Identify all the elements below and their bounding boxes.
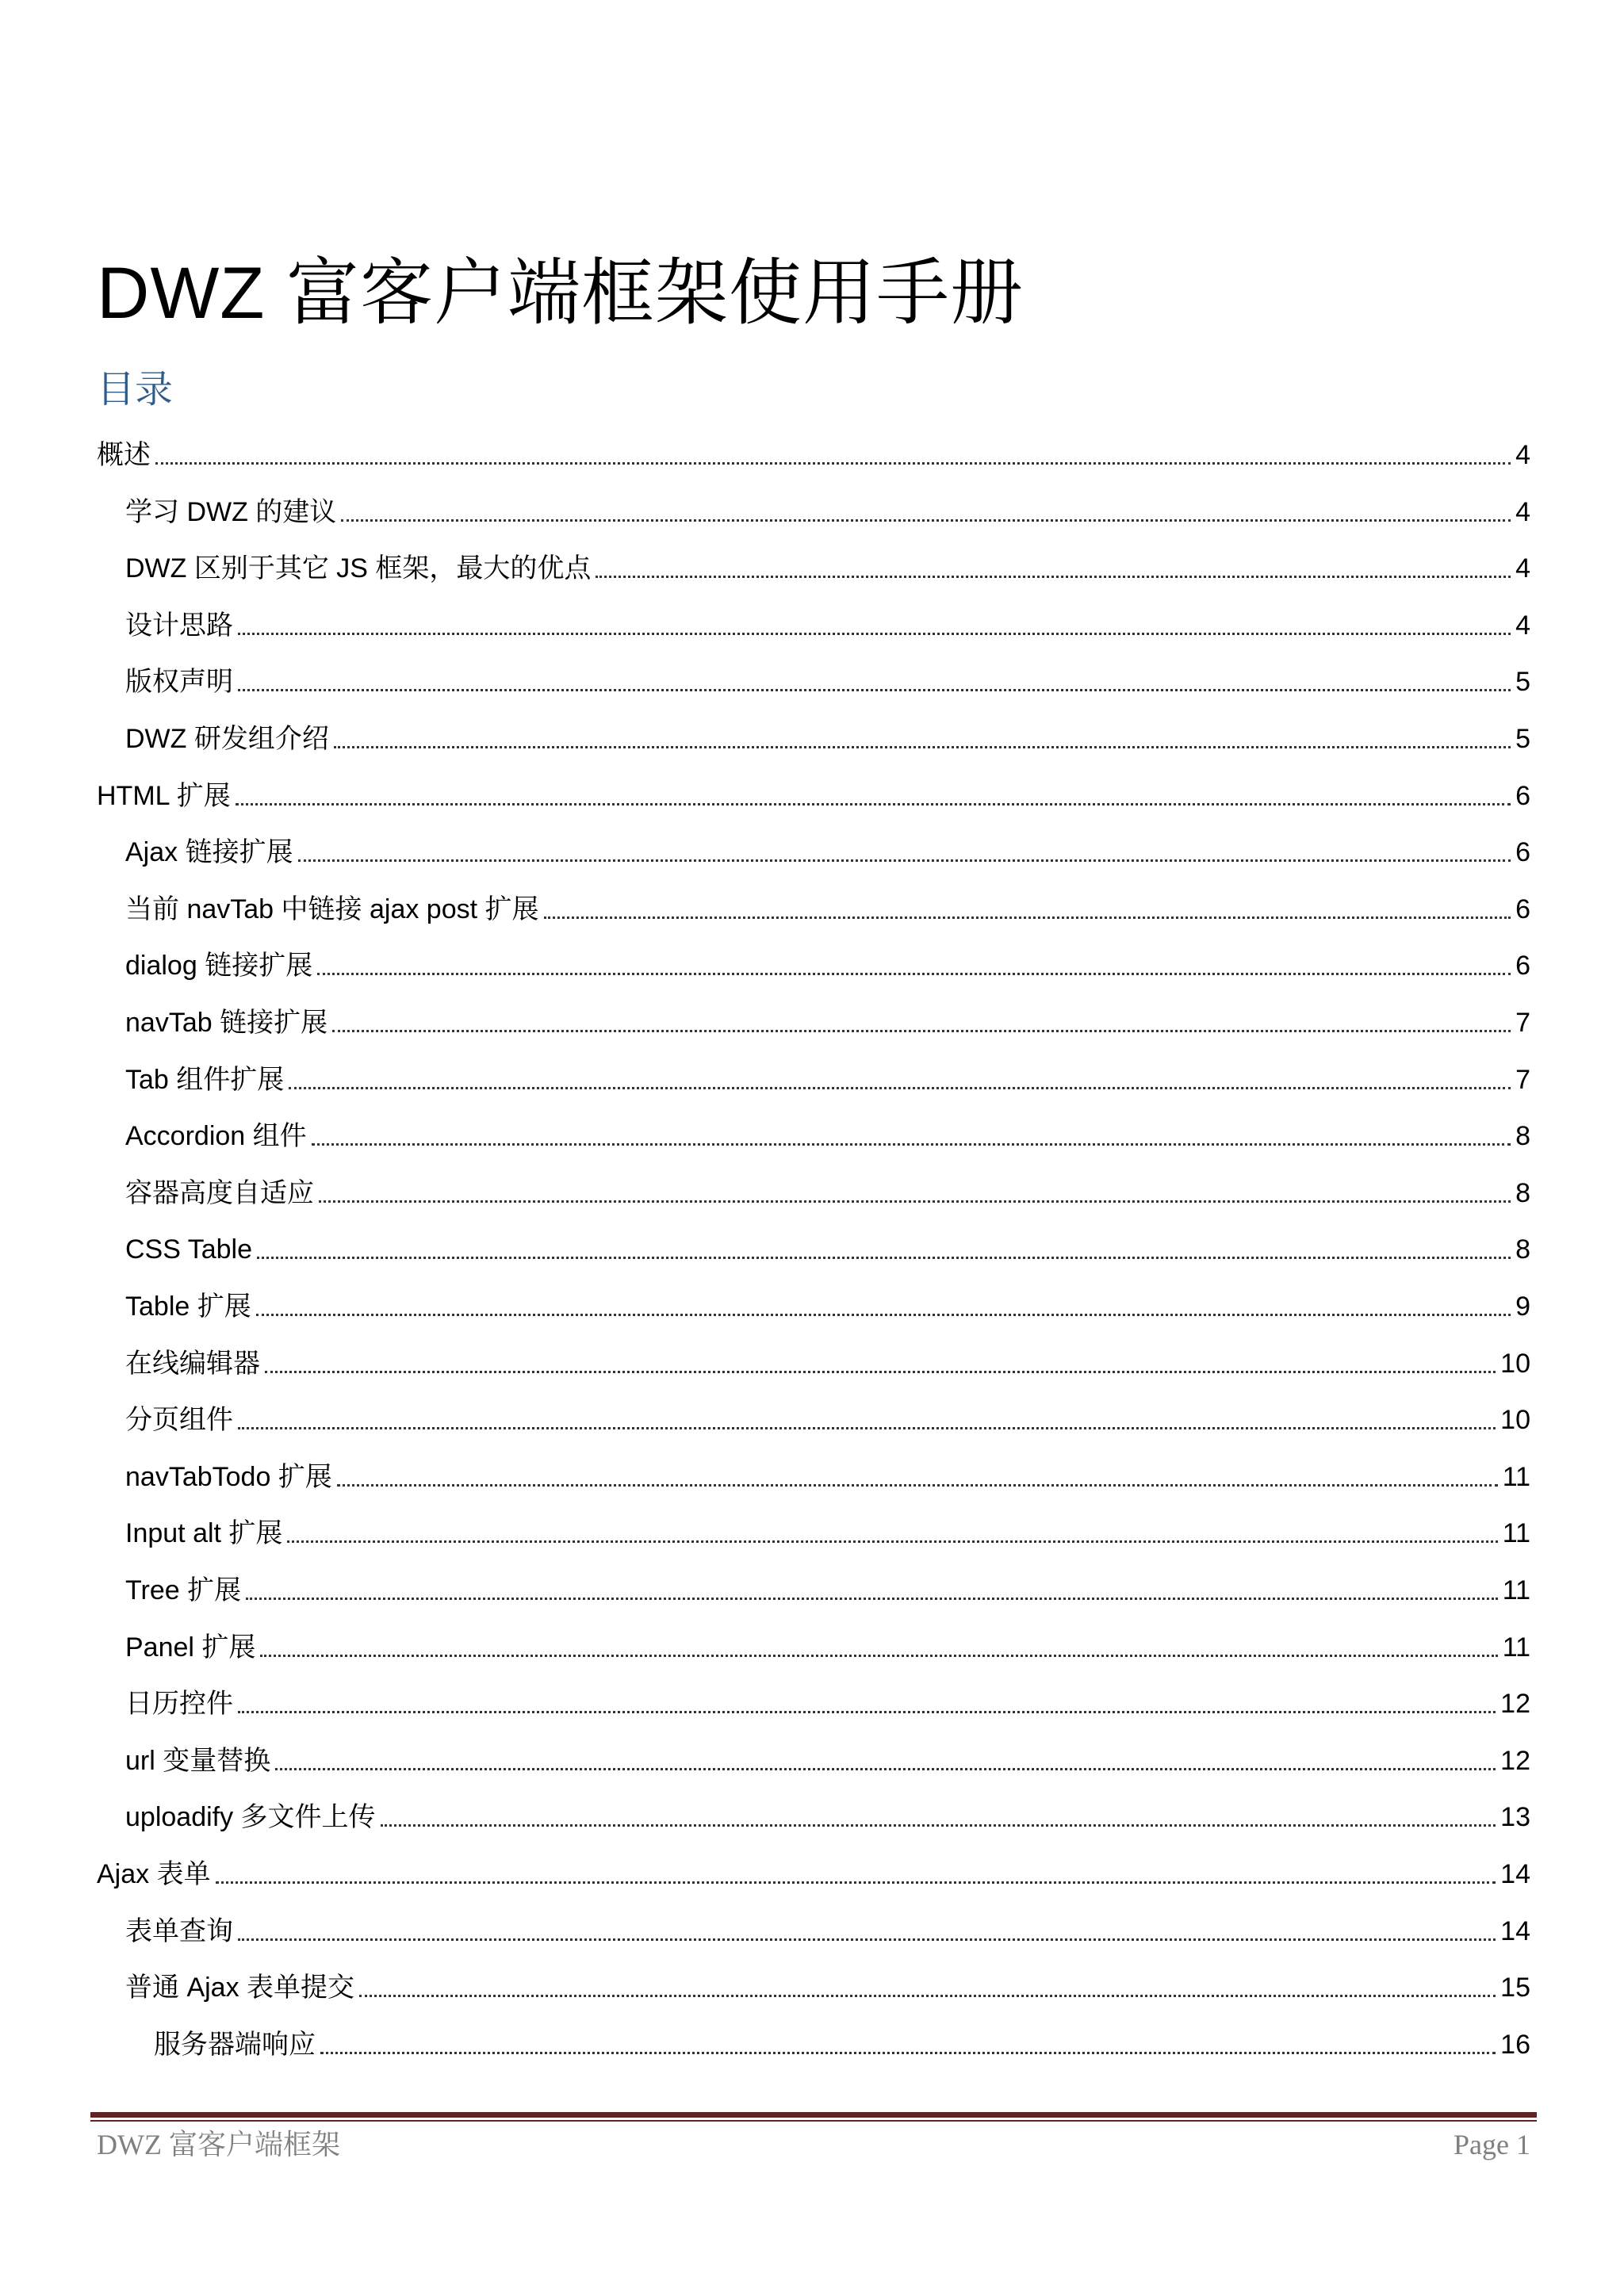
toc-entry-title: Tree 扩展: [125, 1575, 242, 1605]
toc-dot-leader: [265, 1371, 1496, 1373]
toc-dot-leader: [238, 1938, 1496, 1941]
toc-entry-title: Ajax 链接扩展: [125, 837, 293, 868]
toc-entry-title: CSS Table: [125, 1234, 253, 1265]
toc-entry-title: 概述: [97, 440, 151, 470]
toc-entry[interactable]: [97, 1667, 1530, 1724]
toc-entry-page-number: 8: [1515, 1177, 1530, 1208]
toc-entry-title: 设计思路: [125, 610, 233, 641]
toc-dot-leader: [155, 462, 1511, 465]
toc-dot-leader: [275, 1768, 1496, 1770]
toc-entry-title: 版权声明: [125, 667, 233, 698]
toc-entry-page-number: 6: [1515, 894, 1530, 924]
toc-entry-title: Table 扩展: [125, 1292, 251, 1322]
toc-entry-title: 表单查询: [125, 1915, 233, 1946]
toc-entry-page-number: 5: [1515, 724, 1530, 754]
toc-entry[interactable]: [97, 759, 1530, 816]
toc-dot-leader: [256, 1314, 1511, 1316]
toc-entry[interactable]: [97, 1780, 1530, 1837]
toc-entry-title: Accordion 组件: [125, 1121, 307, 1152]
toc-dot-leader: [341, 519, 1511, 522]
toc-entry-page-number: 13: [1500, 1802, 1530, 1833]
toc-entry-page-number: 5: [1515, 667, 1530, 698]
toc-entry[interactable]: [97, 531, 1530, 588]
toc-dot-leader: [544, 916, 1511, 919]
toc-dot-leader: [238, 1427, 1496, 1429]
toc-entry-title: 日历控件: [125, 1689, 233, 1720]
toc-entry-page-number: 12: [1500, 1745, 1530, 1776]
toc-dot-leader: [334, 746, 1511, 748]
toc-dot-leader: [596, 576, 1511, 578]
toc-dot-leader: [289, 1087, 1511, 1089]
toc-entry[interactable]: [97, 1724, 1530, 1781]
toc-entry[interactable]: [97, 1610, 1530, 1667]
toc-entry[interactable]: [97, 2007, 1530, 2064]
toc-entry-page-number: 4: [1515, 440, 1530, 470]
toc-entry[interactable]: [97, 1043, 1530, 1100]
toc-entry[interactable]: [97, 1099, 1530, 1156]
toc-entry-page-number: 10: [1500, 1348, 1530, 1379]
toc-dot-leader: [319, 1200, 1511, 1203]
toc-entry-title: 当前 navTab 中链接 ajax post 扩展: [125, 894, 539, 924]
toc-entry[interactable]: [97, 985, 1530, 1043]
toc-heading: 目录: [97, 369, 174, 411]
toc-dot-leader: [317, 973, 1511, 975]
toc-entry-page-number: 11: [1502, 1518, 1530, 1549]
toc-entry-title: url 变量替换: [125, 1745, 271, 1776]
footer-rule: [90, 2112, 1537, 2118]
toc-dot-leader: [320, 2052, 1496, 2054]
toc-entry-title: HTML 扩展: [97, 780, 231, 811]
toc-entry-title: DWZ 区别于其它 JS 框架，最大的优点: [125, 553, 592, 584]
toc-entry[interactable]: [97, 1894, 1530, 1951]
toc-entry-title: 在线编辑器: [125, 1348, 260, 1379]
toc-entry-title: 学习 DWZ 的建议: [125, 496, 337, 527]
toc-dot-leader: [238, 689, 1511, 691]
footer-rule-thin: [90, 2120, 1537, 2122]
toc-dot-leader: [298, 859, 1511, 862]
toc-entry[interactable]: [97, 1837, 1530, 1894]
toc-dot-leader: [246, 1598, 1498, 1600]
toc-dot-leader: [238, 633, 1511, 635]
toc-entry[interactable]: [97, 1156, 1530, 1213]
toc-dot-leader: [381, 1824, 1496, 1827]
toc-entry[interactable]: [97, 1553, 1530, 1610]
toc-entry[interactable]: [97, 475, 1530, 532]
toc-entry-page-number: 6: [1515, 951, 1530, 982]
toc-entry-page-number: 6: [1515, 837, 1530, 868]
toc-entry-title: Input alt 扩展: [125, 1518, 283, 1549]
toc-entry-page-number: 4: [1515, 553, 1530, 584]
toc-entry[interactable]: [97, 645, 1530, 702]
toc-entry[interactable]: [97, 928, 1530, 985]
footer-page-number: Page 1: [1454, 2129, 1530, 2160]
toc-entry-page-number: 10: [1500, 1405, 1530, 1436]
toc-entry[interactable]: [97, 702, 1530, 759]
toc-entry[interactable]: [97, 1383, 1530, 1440]
toc-dot-leader: [257, 1257, 1511, 1259]
toc-dot-leader: [312, 1143, 1511, 1146]
toc-dot-leader: [287, 1540, 1497, 1543]
toc-entry[interactable]: [97, 1496, 1530, 1553]
toc-entry-page-number: 8: [1515, 1121, 1530, 1152]
toc-entry[interactable]: [97, 1950, 1530, 2007]
toc-dot-leader: [236, 803, 1511, 806]
toc-entry-page-number: 11: [1502, 1575, 1530, 1605]
toc-entry[interactable]: [97, 1212, 1530, 1269]
toc-dot-leader: [337, 1484, 1498, 1487]
toc-entry[interactable]: [97, 815, 1530, 872]
toc-entry[interactable]: [97, 1440, 1530, 1497]
toc-entry-title: 普通 Ajax 表单提交: [125, 1973, 355, 2003]
toc-dot-leader: [359, 1995, 1496, 1997]
toc-dot-leader: [216, 1881, 1496, 1884]
toc-entry-title: 分页组件: [125, 1405, 233, 1436]
toc-entry-page-number: 6: [1515, 780, 1530, 811]
toc-entry-page-number: 7: [1515, 1008, 1530, 1038]
toc-entry-page-number: 11: [1502, 1461, 1530, 1492]
footer-title: DWZ 富客户端框架: [97, 2129, 340, 2160]
toc-entry-page-number: 7: [1515, 1064, 1530, 1095]
toc-entry-title: 容器高度自适应: [125, 1177, 314, 1208]
toc-entry[interactable]: [97, 872, 1530, 929]
toc-entry-page-number: 16: [1500, 2029, 1530, 2060]
toc-entry-page-number: 8: [1515, 1234, 1530, 1265]
toc-entry[interactable]: [97, 418, 1530, 475]
toc-entry-title: navTab 链接扩展: [125, 1008, 328, 1038]
toc-dot-leader: [332, 1030, 1511, 1032]
toc-entry[interactable]: [97, 1269, 1530, 1326]
toc-dot-leader: [260, 1655, 1497, 1657]
toc-entry-page-number: 4: [1515, 610, 1530, 641]
toc-entry-page-number: 11: [1502, 1632, 1530, 1663]
toc-entry-page-number: 14: [1500, 1859, 1530, 1889]
toc-entry-page-number: 14: [1500, 1915, 1530, 1946]
toc-dot-leader: [238, 1711, 1496, 1713]
document-title: DWZ 富客户端框架使用手册: [97, 252, 1025, 334]
toc-entry[interactable]: [97, 1326, 1530, 1383]
toc-entry-title: DWZ 研发组介绍: [125, 724, 329, 754]
toc-entry-page-number: 9: [1515, 1292, 1530, 1322]
toc-entry-title: dialog 链接扩展: [125, 951, 313, 982]
toc-entry-page-number: 15: [1500, 1973, 1530, 2003]
toc-entry-title: navTabTodo 扩展: [125, 1461, 332, 1492]
toc-entry[interactable]: [97, 588, 1530, 645]
toc-entry-title: Panel 扩展: [125, 1632, 256, 1663]
toc-entry-title: uploadify 多文件上传: [125, 1802, 376, 1833]
toc-entry-title: Ajax 表单: [97, 1859, 211, 1889]
toc-entry-page-number: 4: [1515, 496, 1530, 527]
toc-entry-page-number: 12: [1500, 1689, 1530, 1720]
toc-entry-title: 服务器端响应: [154, 2029, 316, 2060]
toc-entry-title: Tab 组件扩展: [125, 1064, 285, 1095]
